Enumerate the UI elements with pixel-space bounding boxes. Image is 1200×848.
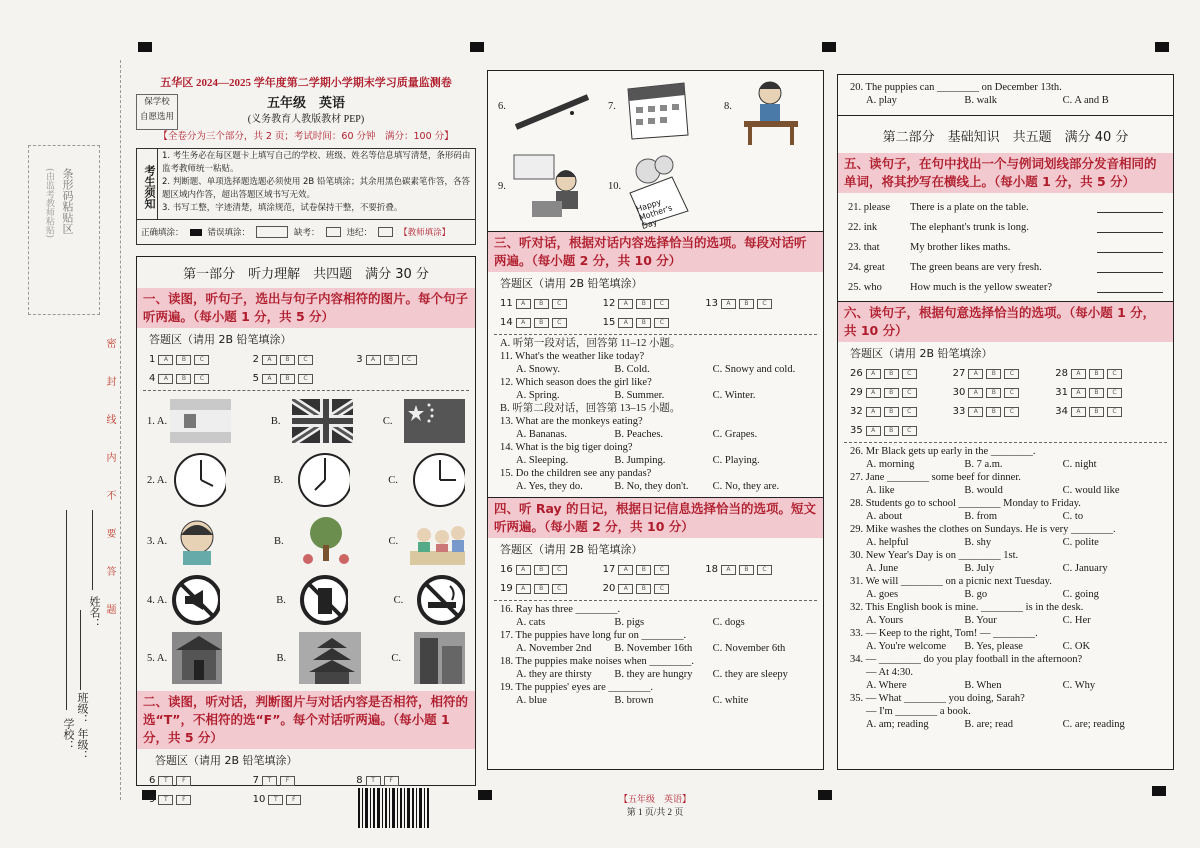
bubble-q3[interactable]: 3 A B C xyxy=(356,350,460,369)
s5-row-23: 23. that My brother likes maths. xyxy=(838,237,1173,257)
family-picnic-icon xyxy=(410,515,465,567)
pavilion-photo-icon xyxy=(172,632,223,684)
bubble-q18[interactable]: 18 A B C xyxy=(705,560,808,579)
question-17: 17. The puppies have long fur on ________. xyxy=(500,630,687,641)
s6-questions xyxy=(838,445,1173,731)
notice-3: 3. 书写工整，字迹清楚，填涂规范，试卷保持干整，不要折叠。 xyxy=(162,203,403,213)
options-18: A. they are thirsty B. they are hungry C. they are sleepy xyxy=(516,669,788,680)
tree-picnic-icon xyxy=(296,515,351,567)
answer-blank[interactable] xyxy=(1097,202,1163,213)
s2-title: 二、读图，听对话，判断图片与对话内容是否相符，相符的选“T”，不相符的选“F”。每个对话听两遍。（每小题 1 分，共 5 分） xyxy=(137,691,475,749)
question-26: 26. Mr Black gets up early in the ________. xyxy=(850,446,1036,457)
no-drinks-icon xyxy=(299,574,348,626)
bubble-q19[interactable]: 19 A B C xyxy=(500,579,603,598)
bubble-q33[interactable]: 33 A B C xyxy=(953,402,1056,421)
s4-title: 四、听 Ray 的日记，根据日记信息选择恰当的选项。短文听两遍。（每小题 2 分，共 10 分） xyxy=(488,497,823,538)
name-line xyxy=(92,510,93,590)
part1-box xyxy=(136,256,476,805)
s1-answer-label: 答题区（请用 2B 铅笔填涂） xyxy=(149,333,292,346)
question-34: 34. — ________ do you play football in the afternoon? xyxy=(850,654,1083,665)
s5-row-22: 22. ink The elephant's trunk is long. xyxy=(838,217,1173,237)
options-34: A. Where B. When C. Why xyxy=(866,680,1096,691)
notice-label: 考生须知 xyxy=(137,149,158,219)
question-19: 19. The puppies' eyes are ________. xyxy=(500,682,654,693)
bubble-q5[interactable]: 5 A B C xyxy=(253,369,357,388)
s5-title: 五、读句子，在句中找出一个与例词划线部分发音相同的单词，将其抄写在横线上。（每小题 1 分，共 5 分） xyxy=(838,153,1173,193)
question-33: 33. — Keep to the right, Tom! — ________. xyxy=(850,628,1038,639)
question-16: 16. Ray has three ________. xyxy=(500,604,621,615)
footer-subject: 【五年级 英语】 xyxy=(618,794,691,804)
question-20: 20. The puppies can ________ on December 13th. xyxy=(850,82,1062,93)
question-30: 30. New Year's Day is on ________ 1st. xyxy=(850,550,1019,561)
bubble-q9[interactable]: 9 T F xyxy=(149,790,253,809)
boy-at-desk-icon xyxy=(738,77,804,147)
bubble-q15[interactable]: 15 A B C xyxy=(603,313,706,332)
uk-flag-icon xyxy=(292,399,353,443)
bubble-q34[interactable]: 34 A B C xyxy=(1055,402,1158,421)
middle-column xyxy=(487,70,824,770)
absent-box[interactable]: 缺考： xyxy=(294,228,320,238)
question-32: 32. This English book is mine. ________ is in the desk. xyxy=(850,602,1084,613)
s5-list xyxy=(838,193,1173,301)
options-29: A. helpful B. shy C. polite xyxy=(866,537,1099,548)
part2-box xyxy=(838,115,1173,301)
bubble-q1[interactable]: 1 A B C xyxy=(149,350,253,369)
options-13: A. Bananas. B. Peaches. C. Grapes. xyxy=(516,429,758,440)
question-11: 11. What's the weather like today? xyxy=(500,351,645,362)
options-30: A. June B. July C. January xyxy=(866,563,1108,574)
options-11: A. Snowy. B. Cold. C. Snowy and cold. xyxy=(516,364,796,375)
question-15: 15. Do the children see any pandas? xyxy=(500,468,652,479)
bubble-q4[interactable]: 4 A B C xyxy=(149,369,253,388)
clock-icon xyxy=(295,450,350,510)
page-number: 第 1 页/共 2 页 xyxy=(626,807,684,817)
no-horn-icon xyxy=(171,574,220,626)
notice-1: 1. 考生务必在每区题卡上填写自己的学校、班级、姓名等信息填写清楚，条形码由监考教师统一粘贴。 xyxy=(162,151,471,174)
left-column xyxy=(136,70,476,805)
bubble-q28[interactable]: 28 A B C xyxy=(1055,364,1158,383)
s5-row-24: 24. great The green beans are very fresh. xyxy=(838,257,1173,277)
bubble-q29[interactable]: 29 A B C xyxy=(850,383,953,402)
bubble-q12[interactable]: 12 A B C xyxy=(603,294,706,313)
options-32: A. Yours B. Your C. Her xyxy=(866,615,1091,626)
question-18: 18. The puppies make noises when ________. xyxy=(500,656,695,667)
pagoda-photo-icon xyxy=(299,632,361,684)
question-35: 35. — What ________ you doing, Sarah? xyxy=(850,693,1025,704)
intro-b: B. 听第二段对话，回答第 13–15 小题。 xyxy=(500,403,681,414)
question-29: 29. Mike washes the clothes on Sundays. He is very ________. xyxy=(850,524,1116,535)
absent-bubble[interactable] xyxy=(326,227,341,237)
no-smoking-icon xyxy=(416,574,465,626)
question-12: 12. Which season does the girl like? xyxy=(500,377,652,388)
question-35-reply: — I'm ________ a book. xyxy=(866,706,971,717)
edition: (义务教育人教版教材 PEP) xyxy=(247,114,365,125)
s1-row-3: 3. A. B. C. xyxy=(137,511,475,571)
s6-title: 六、读句子，根据句意选择恰当的选项。（每小题 1 分，共 10 分） xyxy=(838,301,1173,342)
options-15: A. Yes, they do. B. No, they don't. C. No, they are. xyxy=(516,481,780,492)
eating-boy-icon xyxy=(171,515,218,567)
spain-flag-icon xyxy=(170,399,231,443)
s1-row-1: 1. A. B. C. xyxy=(137,393,475,449)
right-column xyxy=(837,74,1174,770)
options-31: A. goes B. go C. going xyxy=(866,589,1099,600)
bubble-q17[interactable]: 17 A B C xyxy=(603,560,706,579)
bubble-q30[interactable]: 30 A B C xyxy=(953,383,1056,402)
s1-row-5: 5. A. B. C. xyxy=(137,629,475,687)
name-label: 姓名： xyxy=(88,596,101,629)
bubble-q6[interactable]: 6 T F xyxy=(149,771,253,790)
flute-icon xyxy=(512,91,592,131)
s1-bubbles xyxy=(137,350,475,388)
question-27: 27. Jane ________ some beef for dinner. xyxy=(850,472,1021,483)
s1-row-4: 4. A. B. C. xyxy=(137,571,475,629)
fill-legend: 正确填涂： 错误填涂： 缺考： 违纪： 【教师填涂】 xyxy=(136,220,476,245)
options-28: A. about B. from C. to xyxy=(866,511,1084,522)
bubble-q20[interactable]: 20 A B C xyxy=(603,579,706,598)
s2-answer-label: 答题区（请用 2B 铅笔填涂） xyxy=(155,754,298,767)
intro-a: A. 听第一段对话，回答第 11–12 小题。 xyxy=(500,338,681,349)
exam-summary: 【全卷分为三个部分，共 2 页；考试时间：60 分钟 满分：100 分】 xyxy=(158,131,454,142)
s4-answer-label: 答题区（请用 2B 铅笔填涂） xyxy=(500,543,643,556)
s5-row-21: 21. please There is a plate on the table. xyxy=(838,197,1173,217)
bubble-q2[interactable]: 2 A B C xyxy=(253,350,357,369)
class-label: 班级： xyxy=(76,692,89,725)
grade-label: 年级： xyxy=(76,728,89,761)
barcode-box: 条形码粘贴区 (由监考教师粘贴) xyxy=(28,145,100,315)
calendar-icon xyxy=(624,79,690,141)
barcode xyxy=(358,788,430,828)
question-14: 14. What is the big tiger doing? xyxy=(500,442,633,453)
footer xyxy=(600,792,710,818)
card-text: Happy Mother's Day xyxy=(635,197,674,232)
options-20: A. play B. walk C. A and B xyxy=(866,95,1109,106)
class-line xyxy=(80,610,81,690)
bubble-q14[interactable]: 14 A B C xyxy=(500,313,603,332)
s4-bubbles xyxy=(488,560,823,598)
seal-line xyxy=(120,60,121,800)
building-photo-icon xyxy=(414,632,465,684)
s5-row-25: 25. who How much is the yellow sweater? xyxy=(838,277,1173,297)
filled-bubble-icon xyxy=(190,229,202,236)
options-12: A. Spring. B. Summer. C. Winter. xyxy=(516,390,756,401)
pic-grid: 6. 7. 8. 9. 10. Happy Mother's Day xyxy=(488,71,823,231)
school-label: 学校： xyxy=(62,718,75,751)
question-31: 31. We will ________ on a picnic next Tuesday. xyxy=(850,576,1052,587)
bubble-q31[interactable]: 31 A B C xyxy=(1055,383,1158,402)
options-19: A. blue B. brown C. white xyxy=(516,695,749,706)
bubble-q16[interactable]: 16 A B C xyxy=(500,560,603,579)
exam-title: 五华区 2024—2025 学年度第二学期小学期末学习质量监测卷 xyxy=(160,77,452,89)
s6-answer-label: 答题区（请用 2B 铅笔填涂） xyxy=(850,347,993,360)
clock-icon xyxy=(410,450,465,510)
options-33: A. You're welcome B. Yes, please C. OK xyxy=(866,641,1091,652)
part2-title: 第二部分 基础知识 共五题 满分 40 分 xyxy=(882,130,1129,145)
girl-reading-icon xyxy=(512,153,598,225)
bubble-q27[interactable]: 27 A B C xyxy=(953,364,1056,383)
answer-blank[interactable] xyxy=(1097,262,1163,273)
bubble-q10[interactable]: 10 T F xyxy=(253,790,357,809)
question-28: 28. Students go to school ________ Monday to Friday. xyxy=(850,498,1081,509)
clock-icon xyxy=(171,450,226,510)
s1-title: 一、读图，听句子，选出与句子内容相符的图片。每个句子听两遍。（每小题 1 分，共 5 分） xyxy=(137,288,475,328)
s3-bubbles xyxy=(488,294,823,332)
options-16: A. cats B. pigs C. dogs xyxy=(516,617,745,628)
question-13: 13. What are the monkeys eating? xyxy=(500,416,643,427)
part1-title: 第一部分 听力理解 共四题 满分 30 分 xyxy=(183,267,429,282)
bubble-q8[interactable]: 8 T F xyxy=(356,771,460,790)
s3-answer-label: 答题区（请用 2B 铅笔填涂） xyxy=(500,277,643,290)
school-line xyxy=(66,510,67,710)
bubble-q26[interactable]: 26 A B C xyxy=(850,364,953,383)
question-34-reply: — At 4:30. xyxy=(866,667,913,678)
bubble-q32[interactable]: 32 A B C xyxy=(850,402,953,421)
s1-row-2: 2. A. B. C. xyxy=(137,449,475,511)
options-17: A. November 2nd B. November 16th C. November 6th xyxy=(516,643,786,654)
answer-blank[interactable] xyxy=(1097,282,1163,293)
s3-title: 三、听对话，根据对话内容选择恰当的选项。每段对话听两遍。（每小题 2 分，共 10 分） xyxy=(488,231,823,272)
bubble-q13[interactable]: 13 A B C xyxy=(705,294,808,313)
options-14: A. Sleeping. B. Jumping. C. Playing. xyxy=(516,455,760,466)
violation-box[interactable]: 违纪： xyxy=(346,228,373,238)
wrong-fill-icon xyxy=(256,226,288,238)
options-26: A. morning B. 7 a.m. C. night xyxy=(866,459,1097,470)
bubble-q11[interactable]: 11 A B C xyxy=(500,294,603,313)
options-27: A. like B. would C. would like xyxy=(866,485,1120,496)
notice-2: 2. 判断题、单项选择题选题必须使用 2B 铅笔填涂；其余用黑色碳素笔作答，各答题区域内作答，超出答题区域书写无效。 xyxy=(162,177,470,200)
bubble-q35[interactable]: 35 A B C xyxy=(850,421,953,440)
notice-box xyxy=(136,148,476,220)
seal-line-text: 密 封 线 内 不 要 答 题 xyxy=(104,338,115,623)
s6-bubbles xyxy=(838,364,1173,440)
bubble-q7[interactable]: 7 T F xyxy=(253,771,357,790)
stamp: 保学校 自愿选用 xyxy=(136,94,178,130)
violation-bubble[interactable] xyxy=(378,227,393,237)
grade-subject: 五年级 英语 xyxy=(266,96,345,111)
options-35: A. am; reading B. are; read C. are; reading xyxy=(866,719,1125,730)
answer-blank[interactable] xyxy=(1097,222,1163,233)
answer-blank[interactable] xyxy=(1097,242,1163,253)
china-flag-icon xyxy=(404,399,465,443)
